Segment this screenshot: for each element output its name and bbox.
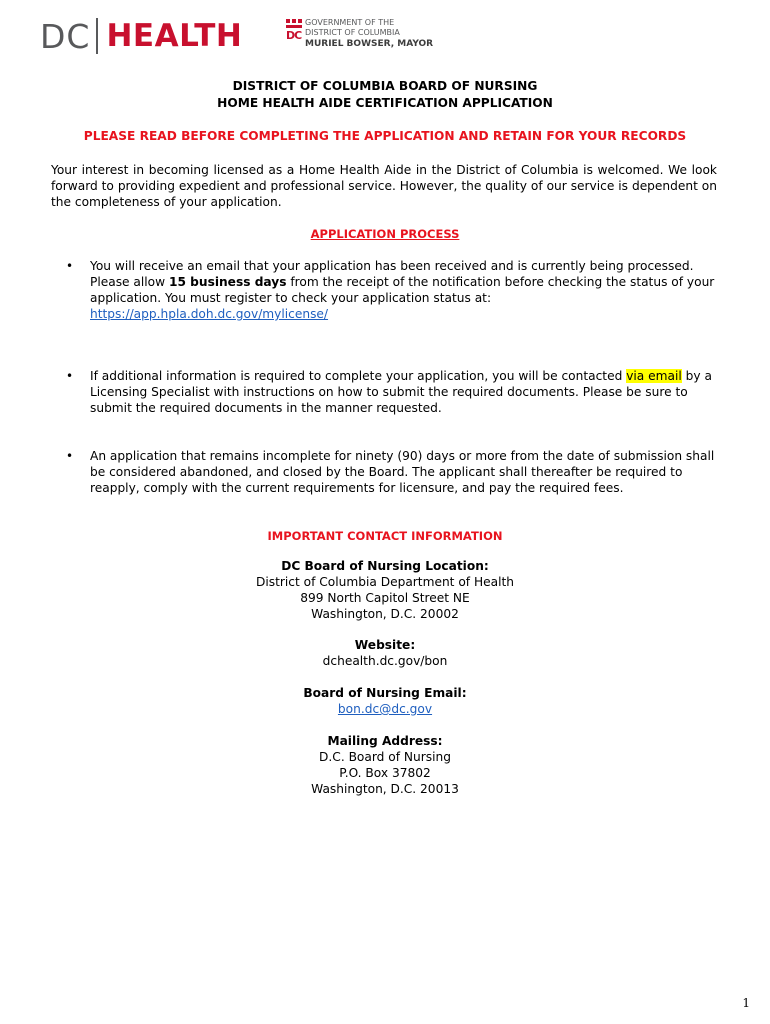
bullet-text-part: by a Licensing Specialist with instructions on how to submit the required documents. Please be sure to submit the required documents in the manner requested. [90,369,712,415]
via-email-highlight: via email [626,369,682,383]
location-line: Washington, D.C. 20002 [311,607,459,621]
intro-paragraph: Your interest in becoming licensed as a Home Health Aide in the District of Columbia is welcomed. We look forward to providing expedient and professional service. However, the quality of our service is dependent on the completeness of your application. [51,163,717,209]
gov-line-2: DISTRICT OF COLUMBIA [305,28,400,37]
email-label: Board of Nursing Email: [303,686,467,700]
read-notice: PLEASE READ BEFORE COMPLETING THE APPLICATION AND RETAIN FOR YOUR RECORDS [83,129,687,143]
logo-divider [96,18,98,54]
website-label: Website: [354,638,416,652]
location-label: DC Board of Nursing Location: [281,559,489,573]
email-link[interactable]: bon.dc@dc.gov [337,702,433,716]
dc-flag-icon [286,19,302,42]
gov-line-1: GOVERNMENT OF THE [305,18,395,27]
mailing-line: D.C. Board of Nursing [319,750,451,764]
bullet-text: An application that remains incomplete for ninety (90) days or more from the date of submission shall be considered abandoned, and closed by the Board. The applicant shall thereafter be required to reapply, comply with the current requirements for licensure, and pay the required fees. [90,449,715,495]
bullet-icon: • [66,259,74,273]
bullet-text [90,258,722,322]
location-line: 899 North Capitol Street NE [300,591,470,605]
mailing-line: Washington, D.C. 20013 [311,782,459,796]
gov-dc-mark: DC [286,29,302,42]
document-title-line-1: DISTRICT OF COLUMBIA BOARD OF NURSING [232,79,538,93]
bullet-text-part: If additional information is required to complete your application, you will be contacted [90,369,627,383]
bullet-icon: • [66,369,74,383]
mylicense-link[interactable]: https://app.hpla.doh.dc.gov/mylicense/ [90,307,329,321]
dc-health-logo [40,16,242,56]
application-process-heading-text: APPLICATION PROCESS [310,227,460,241]
bullet-text-part: You will receive an email that your application has been received and is currently being processed. Please allow [90,259,694,289]
website-block [0,637,770,669]
mailing-line: P.O. Box 37802 [339,766,431,780]
contact-info-heading: IMPORTANT CONTACT INFORMATION [267,529,503,543]
location-block [0,558,770,622]
bullet-icon: • [66,449,74,463]
location-line: District of Columbia Department of Health [256,575,514,589]
business-days-emphasis: 15 business days [168,275,287,289]
logo-dc-text: DC [40,16,91,56]
document-title-line-2: HOME HEALTH AIDE CERTIFICATION APPLICATION [217,96,553,110]
application-process-heading [0,226,770,242]
gov-text [305,18,433,50]
bullet-text-part: from the receipt of the notification before checking the status of your application. You must register to check your application status at: [90,275,715,305]
logo-health-text: HEALTH [106,18,243,54]
mailing-block [0,733,770,797]
bullet-text [90,368,722,416]
dc-government-logo [286,18,433,50]
gov-mayor-line: MURIEL BOWSER, MAYOR [305,39,434,49]
mailing-label: Mailing Address: [327,734,443,748]
website-value: dchealth.dc.gov/bon [322,654,448,668]
page-number: 1 [742,996,750,1010]
email-block [0,685,770,717]
